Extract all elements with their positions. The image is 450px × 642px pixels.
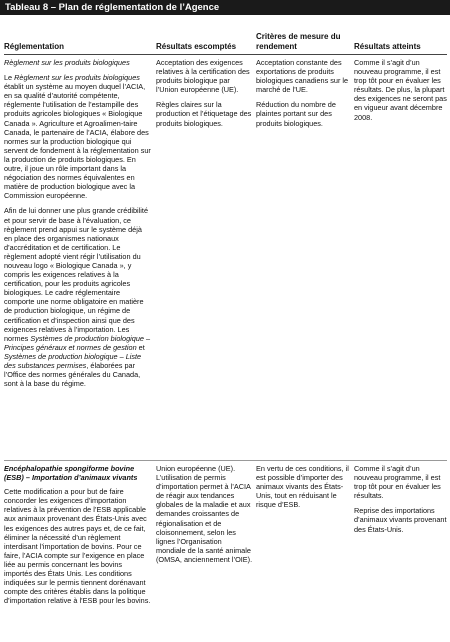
header-divider [4, 54, 447, 55]
header-resultats-escomptes: Résultats escomptés [156, 41, 237, 51]
row1-escomptes-2: Règles claires sur la production et l’étiquetage des produits biologiques. [156, 100, 252, 128]
header-resultats-atteints: Résultats atteints [354, 41, 421, 51]
text: , élaborées par l’Office des normes générales du Canada, sont à la base du régime. [4, 361, 141, 389]
row1-escomptes-cell [156, 58, 253, 134]
row1-criteres-cell [256, 58, 351, 134]
row1-escomptes-1: Acceptation des exigences relatives à la certification des produits biologique par l’Union européenne (UE). [156, 58, 250, 95]
row2-atteints-2: Reprise des importations d’animaux vivants provenant des États-Unis. [354, 506, 447, 534]
row2-criteres-cell [256, 464, 351, 515]
row1-atteints-1: Comme il s’agit d’un nouveau programme, il est trop tôt pour en évaluer les résultats. De plus, la plupart des exigences ne seront pas en vigueur avant décembre 2008. [354, 58, 447, 122]
table-row [0, 464, 450, 642]
italic-text: Systèmes de production biologique – Liste des substances permises [4, 351, 142, 370]
row2-escomptes-cell [156, 464, 253, 570]
text: et [136, 342, 145, 352]
text: Afin de lui donner une plus grande crédibilité et pour servir de base à l’évaluation, ce règlement prend appui sur le système déjà en place des organismes nationaux d’accréditation et de certification. Le règlement adopté vient régir l’utilisation du nouveau logo « Biologique Canada », y compris les exigences relatives à la certification, pour les produits agricoles biologiques. Le cadre réglementaire comporte une norme obligatoire en matière de production biologique, un régime de certification et d’inspection ainsi que des exigences relatives à l’importation. Les normes [4, 206, 149, 343]
row2-reglementation-cell [4, 464, 152, 611]
row2-atteints-cell [354, 464, 448, 540]
row2-heading: Encéphalopathie spongiforme bovine (ESB) – Importation d’animaux vivants [4, 464, 138, 483]
row2-paragraph-1: Cette modification a pour but de faire concorder les exigences d’importation relatives à la prévention de l’ESB applicable aux animaux provenant des États-Unis avec les exigences des autres pays et, de ce fait, éliminer la nécessité d’un règlement interdisant l’importation de bovins. Pour ce faire, l’ACIA compte sur l’exigence en place liée au permis concernant les bovins importés des États Unis. Les conditions indiquées sur le permis tiennent dorénavant compte des critères établis dans la politique d’importation relative à l’ESB pour les bovins. [4, 487, 151, 606]
row1-paragraph-1 [4, 73, 152, 200]
table-row [0, 58, 450, 458]
table-header-row [0, 23, 450, 53]
row2-escomptes-1: Union européenne (UE). L’utilisation de permis d’importation permet à l’ACIA de réagir aux tendances globales de la maladie et aux demandes croissantes de régionalisation et de cloisonnement, selon les lignes l’Organisation mondiale de la santé animale (OMSA, anciennement l’OIE). [156, 464, 253, 564]
text: établit un système au moyen duquel l’ACIA, en sa qualité d’autorité compétente, réglemente l’utilisation de l’estampille des produits agricoles biologiques « Biologique Canada ». Agriculture et Agroalimen-taire Canada, le partenaire de l’ACIA, élabore des normes sur la production biologique qui servent de fondement à la réglementation sur la production de produits biologiques. En outre, il joue un rôle important dans la négociation des normes équivalentes en matière de production biologique avec la Commission européenne. [4, 82, 151, 201]
table-title: Tableau 8 – Plan de réglementation de l’Agence [0, 0, 450, 15]
row1-atteints-cell [354, 58, 448, 128]
text: Le [4, 73, 15, 83]
row1-criteres-2: Réduction du nombre de plaintes portant sur des produits biologiques. [256, 100, 336, 128]
row1-reglementation-cell [4, 58, 152, 394]
row2-atteints-1: Comme il s’agit d’un nouveau programme, il est trop tôt pour en évaluer les résultats. [354, 464, 441, 501]
row-divider [4, 460, 447, 461]
row1-paragraph-2 [4, 206, 152, 388]
header-criteres: Critères de mesure du rendement [256, 32, 341, 51]
italic-text: Systèmes de production biologique – Principes généraux et normes de gestion [4, 333, 151, 352]
header-reglementation: Réglementation [4, 41, 65, 51]
row2-criteres-1: En vertu de ces conditions, il est possible d’importer des animaux vivants des États-Unis, tout en réduisant le risque d’ESB. [256, 464, 349, 510]
row1-criteres-1: Acceptation constante des exportations de produits biologiques canadiens sur le marché de l’UE. [256, 58, 349, 95]
italic-text: Règlement sur les produits biologiques [14, 73, 140, 83]
row1-heading: Règlement sur les produits biologiques [4, 58, 130, 67]
